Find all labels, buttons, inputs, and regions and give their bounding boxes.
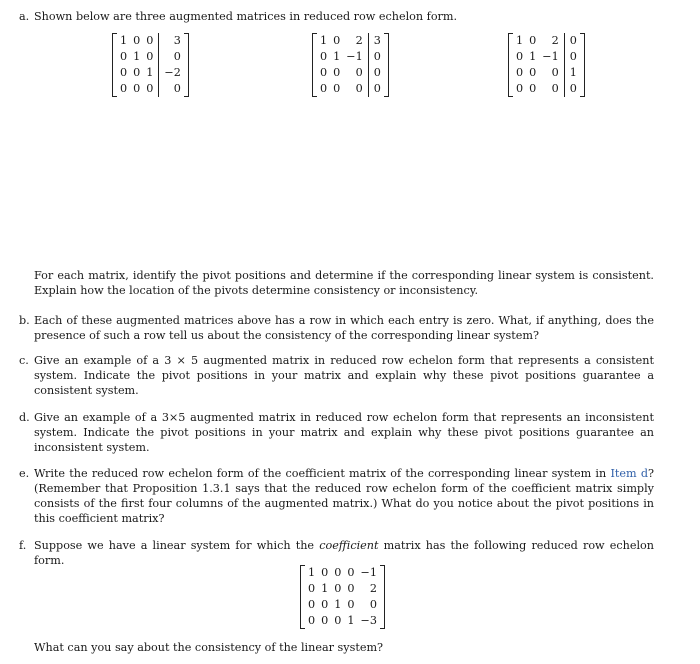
matrix-entry: 0 <box>308 614 316 627</box>
matrix-entry: 0 <box>516 82 524 95</box>
item-e-text-after: ? (Remember that Proposition 1.3.1 says that the reduced row echelon form of the coefficient matrix simply consists of the first four columns of the augmented matrix.) What do you notice about the pivot positions in this coefficient matrix? <box>34 467 654 525</box>
matrix-row <box>312 65 389 81</box>
matrix-entry: 0 <box>516 66 524 79</box>
item-c <box>19 353 654 398</box>
item-d-link[interactable]: Item d <box>610 467 648 480</box>
item-a <box>19 9 654 24</box>
matrix-row <box>508 33 585 49</box>
matrix-entry: 0 <box>334 582 342 595</box>
coefficient-matrix <box>300 565 385 629</box>
matrix-row <box>508 81 585 97</box>
matrix-entry: 1 <box>308 566 316 579</box>
matrix-row <box>312 81 389 97</box>
matrix-entry: 0 <box>320 82 328 95</box>
matrix-entry: 0 <box>529 82 537 95</box>
item-b-text: Each of these augmented matrices above has a row in which each entry is zero. What, if anything, does the presence of such a row tell us about the consistency of the corresponding linear system? <box>34 314 654 342</box>
matrix-entry: 0 <box>334 614 342 627</box>
matrix-row <box>312 49 389 65</box>
item-d-label: d. <box>19 411 30 424</box>
item-f-text-before: Suppose we have a linear system for which the <box>34 539 320 552</box>
matrix-entry: 0 <box>333 66 341 79</box>
matrix-row <box>300 597 385 613</box>
matrix-entry: 0 <box>308 582 316 595</box>
matrix-entry: 0 <box>347 598 355 611</box>
item-f-emph: coefficient <box>319 539 379 552</box>
matrix-row <box>300 613 385 629</box>
matrix-3 <box>508 33 585 97</box>
matrix-entry: 2 <box>551 34 559 47</box>
matrix-row <box>300 581 385 597</box>
item-f-text-after: matrix has the following reduced row echelon form. <box>34 539 655 567</box>
matrix-entry: 0 <box>120 50 128 63</box>
matrix-row <box>508 49 585 65</box>
matrix-entry: 0 <box>320 50 328 63</box>
item-f-question <box>34 640 654 655</box>
matrix-entry: 0 <box>320 66 328 79</box>
matrix-entry: 0 <box>368 81 389 97</box>
matrix-entry: 0 <box>551 66 559 79</box>
matrix-entry: −1 <box>346 50 363 63</box>
matrix-entry: 1 <box>529 50 537 63</box>
matrix-1 <box>112 33 189 97</box>
matrix-entry: 0 <box>133 82 141 95</box>
matrix-entry: 1 <box>320 34 328 47</box>
matrix-entry: 1 <box>120 34 128 47</box>
matrix-entry: 1 <box>334 598 342 611</box>
matrix-entry: 0 <box>347 566 355 579</box>
matrix-entry: 0 <box>564 81 585 97</box>
item-a-text: Shown below are three augmented matrices in reduced row echelon form. <box>34 10 458 23</box>
matrix-entry: 0 <box>334 566 342 579</box>
item-a-after-text: For each matrix, identify the pivot positions and determine if the corresponding linear system is consistent. Explain how the location of the pivots determine consistency or inconsistency. <box>34 269 654 297</box>
matrix-entry: 3 <box>368 33 389 49</box>
item-e <box>19 466 654 526</box>
matrix-entry: 0 <box>321 614 329 627</box>
matrix-entry: 0 <box>146 34 154 47</box>
item-a-label: a. <box>19 10 30 23</box>
matrix-entry: 2 <box>355 34 363 47</box>
matrix-entry: 0 <box>529 66 537 79</box>
matrix-entry: 0 <box>146 82 154 95</box>
matrix-entry: 0 <box>368 49 389 65</box>
matrix-entry: 2 <box>369 582 377 595</box>
matrix-entry: 0 <box>120 82 128 95</box>
matrix-entry: 0 <box>333 34 341 47</box>
matrix-entry: 1 <box>347 614 355 627</box>
matrix-entry: 1 <box>146 66 154 79</box>
item-d <box>19 410 654 455</box>
matrix-entry: 0 <box>368 65 389 81</box>
item-d-text: Give an example of a 3×5 augmented matrix in reduced row echelon form that represents an inconsistent system. Indicate the pivot positions in your matrix and explain why these pivot positions guarantee an inconsistent system. <box>34 411 654 454</box>
item-f <box>19 538 655 568</box>
matrix-entry: 0 <box>308 598 316 611</box>
item-f-question-text: What can you say about the consistency of the linear system? <box>34 641 384 654</box>
matrix-entry: −1 <box>542 50 559 63</box>
matrix-entry: 1 <box>564 65 585 81</box>
item-f-label: f. <box>19 539 27 552</box>
matrix-entry: 0 <box>159 49 189 65</box>
matrix-entry: −2 <box>159 65 189 81</box>
item-e-text-before: Write the reduced row echelon form of the coefficient matrix of the corresponding linear system in <box>34 467 611 480</box>
matrix-entry: 0 <box>564 49 585 65</box>
matrix-entry: 0 <box>551 82 559 95</box>
matrix-row <box>112 65 189 81</box>
matrix-row <box>300 565 385 581</box>
item-c-text: Give an example of a 3 × 5 augmented matrix in reduced row echelon form that represents a consistent system. Indicate the pivot positions in your matrix and explain why these pivot positions guarantee a consistent system. <box>34 354 654 397</box>
matrix-row <box>112 33 189 49</box>
matrix-entry: 0 <box>355 82 363 95</box>
matrix-entry: 1 <box>516 34 524 47</box>
item-c-label: c. <box>19 354 29 367</box>
matrix-entry: 0 <box>146 50 154 63</box>
item-b <box>19 313 654 343</box>
matrix-entry: 0 <box>133 34 141 47</box>
matrix-entry: 3 <box>159 33 189 49</box>
item-b-label: b. <box>19 314 30 327</box>
matrix-row <box>112 81 189 97</box>
matrix-entry: 1 <box>133 50 141 63</box>
matrix-entry: 0 <box>347 582 355 595</box>
matrix-entry: 0 <box>120 66 128 79</box>
matrix-entry: −1 <box>360 566 377 579</box>
matrix-row <box>312 33 389 49</box>
matrix-entry: 0 <box>564 33 585 49</box>
matrix-entry: 1 <box>321 582 329 595</box>
matrix-entry: 0 <box>321 598 329 611</box>
item-a-instructions <box>34 268 654 298</box>
matrix-entry: −3 <box>360 614 377 627</box>
matrix-entry: 0 <box>133 66 141 79</box>
matrix-entry: 0 <box>529 34 537 47</box>
matrix-entry: 0 <box>321 566 329 579</box>
matrix-entry: 0 <box>369 598 377 611</box>
matrix-entry: 0 <box>355 66 363 79</box>
matrix-entry: 0 <box>159 81 189 97</box>
matrix-row <box>508 65 585 81</box>
item-e-label: e. <box>19 467 30 480</box>
matrix-entry: 0 <box>516 50 524 63</box>
matrix-entry: 0 <box>333 82 341 95</box>
matrix-2 <box>312 33 389 97</box>
matrix-entry: 1 <box>333 50 341 63</box>
matrix-row <box>112 49 189 65</box>
